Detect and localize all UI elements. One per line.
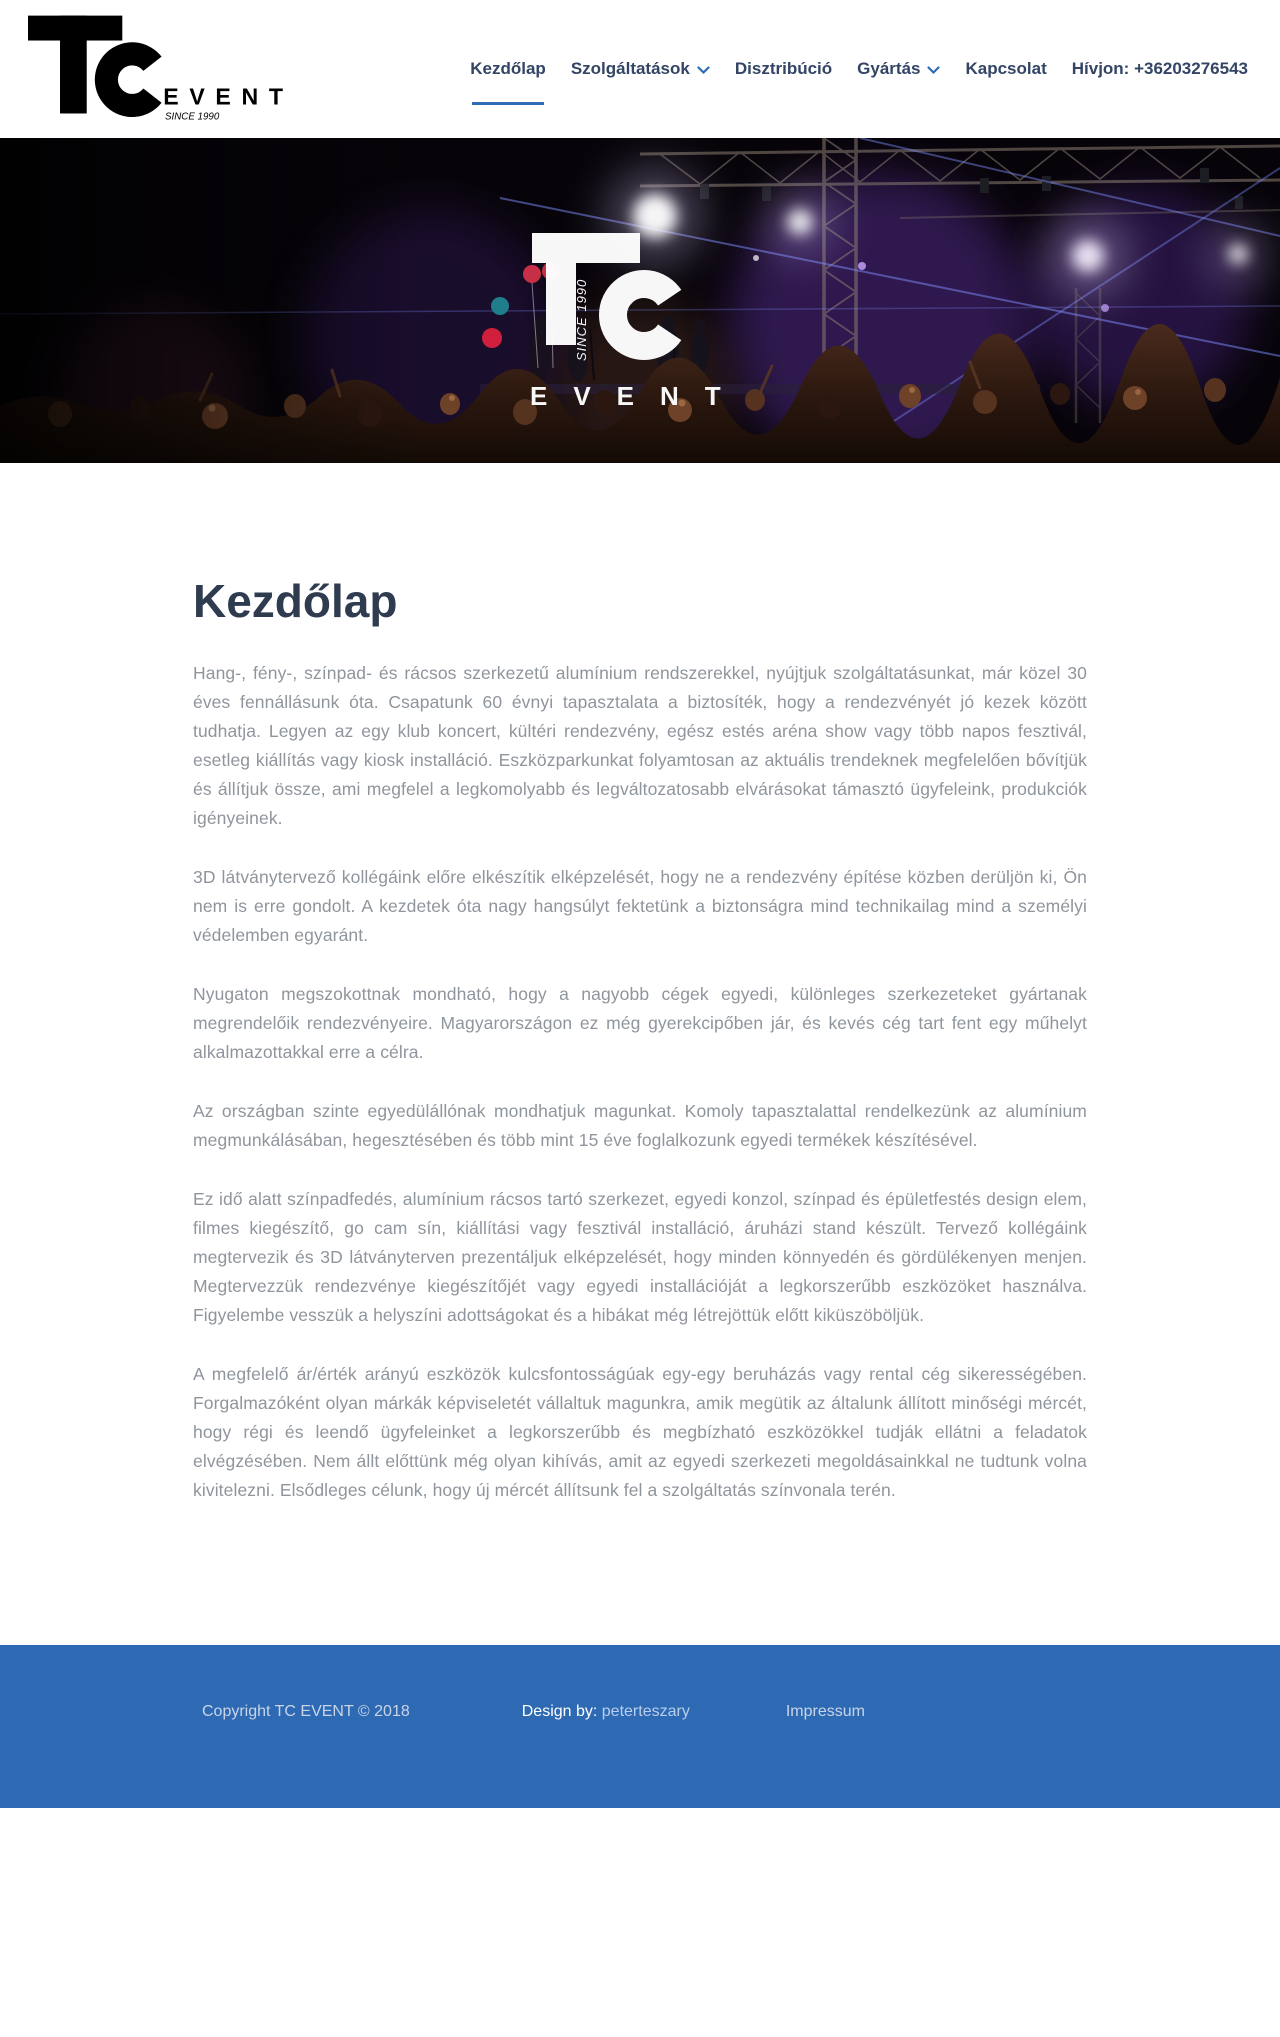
nav-item-phone[interactable]	[1072, 59, 1248, 79]
page-title: Kezdőlap	[193, 575, 398, 627]
nav-item-kapcsolat[interactable]	[965, 59, 1046, 79]
nav-label: Kezdőlap	[470, 59, 546, 78]
nav-item-gyartas[interactable]	[857, 59, 940, 79]
hero-logo-event-text: EVENT	[530, 381, 747, 411]
logo-since-text: SINCE 1990	[165, 111, 220, 123]
body-paragraph: Nyugaton megszokottnak mondható, hogy a nagyobb cégek egyedi, különleges szerkezeteket gyártanak megrendelőik rendezvényeire. Magyarországon ez még gyerekcipőben jár, és kevés cég tart fent egy műhelyt alkalmazottakkal erre a célra.	[193, 984, 1087, 1062]
nav-item-disztribucio[interactable]	[735, 59, 832, 79]
body-paragraph: Az országban szinte egyedülállónak mondhatjuk magunkat. Komoly tapasztalattal rendelkezünk az alumínium megmunkálásában, hegesztésében és több mint 15 éve foglalkozunk egyedi termékek készítésével.	[193, 1101, 1087, 1150]
nav-item-szolgaltatasok[interactable]	[571, 59, 710, 79]
hero-tc-logo	[524, 233, 756, 423]
nav-label: Kapcsolat	[965, 59, 1047, 78]
design-by	[522, 1703, 690, 1721]
copyright-text: Copyright TC EVENT © 2018	[202, 1703, 410, 1720]
nav-label: Gyártás	[857, 59, 921, 78]
chevron-down-icon	[927, 66, 940, 75]
logo-event-text: EVENT	[163, 83, 286, 110]
main-nav	[470, 0, 1248, 138]
design-by-link[interactable]: peterteszary	[601, 1703, 690, 1720]
nav-label: Hívjon: +36203276543	[1071, 59, 1248, 78]
chevron-down-icon	[697, 66, 710, 75]
nav-item-kezdolap[interactable]	[470, 59, 546, 79]
impressum-link[interactable]: Impressum	[785, 1703, 865, 1720]
hero-banner	[0, 138, 1280, 463]
nav-label: Szolgáltatások	[570, 59, 690, 78]
main-content	[0, 463, 1280, 1645]
design-by-label: Design by:	[521, 1703, 598, 1720]
body-paragraph: Ez idő alatt színpadfedés, alumínium rácsos tartó szerkezet, egyedi konzol, színpad és épületfestés design elem, filmes kiegészítő, go cam sín, kiállítási vagy fesztivál installáció, áruházi stand készült. Tervező kollégáink megtervezik és 3D látványterven prezentáljuk elképzelését, hogy minden könnyedén és gördülékenyen menjen. Megtervezzük rendezvénye kiegészítőjét vagy egyedi installációját a legkorszerűbb eszközöket használva. Figyelembe vesszük a helyszíni adottságokat és a hibákat még létrejöttük előtt kiküszöböljük.	[193, 1189, 1087, 1325]
bottom-spacer	[0, 1808, 1280, 1929]
site-footer	[0, 1645, 1280, 1808]
nav-label: Disztribúció	[734, 59, 833, 78]
body-paragraph: Hang-, fény-, színpad- és rácsos szerkezetű alumínium rendszerekkel, nyújtjuk szolgáltatásunkat, már közel 30 éves fennállásunk óta. Csapatunk 60 évnyi tapasztalata a biztosíték, hogy a rendezvényét jó kezek között tudhatja. Legyen az egy klub koncert, kültéri rendezvény, egész estés aréna show vagy több napos fesztivál, esetleg kiállítás vagy kiosk installáció. Eszközparkunkat folyamtosan az aktuális trendeknek megfelelően bővítjük és állítjuk össze, ami megfelel a legkomolyabb és legváltozatosabb elvárásokat támasztó ügyfeleink, produkciók igényeinek.	[193, 663, 1087, 828]
tc-logo-icon	[28, 12, 286, 126]
logo[interactable]	[28, 12, 286, 131]
body-paragraph: A megfelelő ár/érték arányú eszközök kulcsfontosságúak egy-egy beruházás vagy rental cég sikerességében. Forgalmazóként olyan márkák képviseletét vállaltuk magunkra, amik megütik az általunk állított minőségi mércét, hogy régi és leendő ügyfeleinket a legkorszerűbb és megbízható eszközökkel tudják ellátni a feladatok elvégzésében. Nem állt előttünk még olyan kihívás, amit az egyedi szerkezeti megoldásainkkal ne tudtunk volna kivitelezni. Elsődleges célunk, hogy új mércét állítsunk fel a szolgáltatás színvonala terén.	[193, 1364, 1087, 1500]
body-paragraph: 3D látványtervező kollégáink előre elkészítik elképzelését, hogy ne a rendezvény építése közben derüljön ki, Ön nem is erre gondolt. A kezdetek óta nagy hangsúlyt fektetünk a biztonságra mind technikailag mind a személyi védelemben egyaránt.	[193, 867, 1087, 945]
site-header	[0, 0, 1280, 138]
hero-logo-since-text: SINCE 1990	[574, 278, 589, 361]
